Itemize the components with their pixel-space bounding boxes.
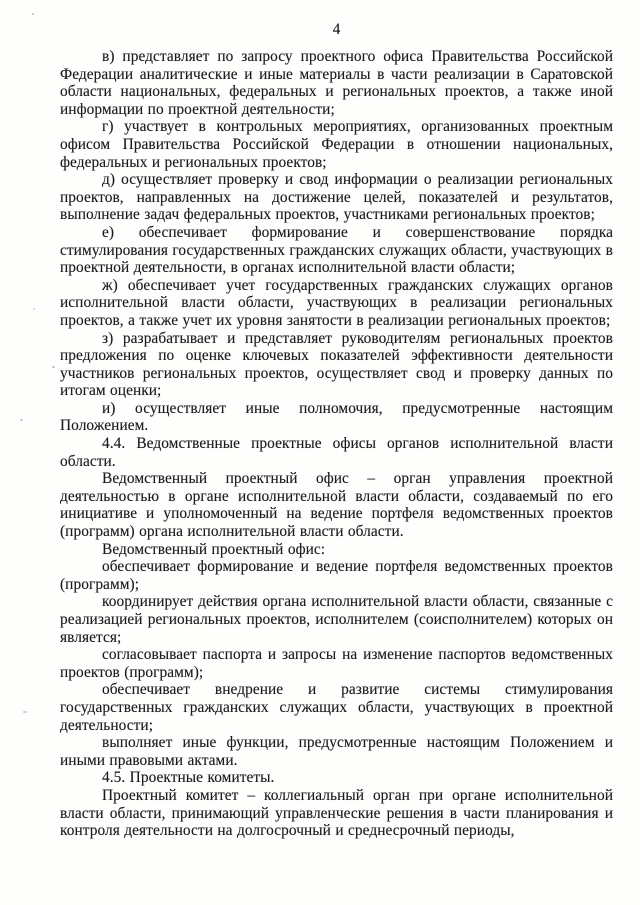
paragraph-item-d: д) осуществляет проверку и свод информации о реализации региональных проектов, направленных на достижение целей, показателей и результатов, выполнение задач федеральных проектов, участниками региональных проектов; [60, 171, 613, 224]
paragraph-function-4: обеспечивает внедрение и развитие системы стимулирования государственных гражданских служащих области, участвующих в проектной деятельности; [60, 681, 613, 734]
paragraph-function-5: выполняет иные функции, предусмотренные настоящим Положением и иными правовыми актами. [60, 734, 613, 769]
scan-artifact [33, 308, 35, 310]
scan-artifact [32, 13, 34, 15]
paragraph-item-zh: ж) обеспечивает учет государственных гражданских служащих органов исполнительной власти области, участвующих в реализации региональных проектов, а также учет их уровня занятости в реализации региональных проектов; [60, 276, 613, 329]
paragraph-item-z: з) разрабатывает и представляет руководителям региональных проектов предложения по оценке ключевых показателей эффективности деятельности участников региональных проектов, осуществляет свод и проверку данных по итогам оценки; [60, 329, 613, 400]
page-number: 4 [332, 21, 341, 38]
paragraph-function-2: координирует действия органа исполнительной власти области, связанные с реализацией региональных проектов, исполнителем (соисполнителем) которых он является; [60, 593, 613, 646]
paragraph-lead-in: Ведомственный проектный офис: [102, 540, 326, 558]
section-heading-4-4: 4.4. Ведомственные проектные офисы органов исполнительной власти области. [60, 435, 613, 470]
paragraph-item-v: в) представляет по запросу проектного офиса Правительства Российской Федерации аналитические и иные материалы в части реализации в Саратовской области национальных, федеральных и региональных проектов, а также иной информации по проектной деятельности; [60, 48, 613, 118]
paragraph-item-e: е) обеспечивает формирование и совершенствование порядка стимулирования государственных гражданских служащих области, участвующих в проектной деятельности, в органах исполнительной власти области; [60, 223, 613, 277]
paragraph-definition-proektny-komitet: Проектный комитет – коллегиальный орган при органе исполнительной власти области, принимающий управленческие решения в части планирования и контроля деятельности на долгосрочный и среднесрочный периоды, [60, 786, 613, 840]
paragraph-definition-vedomstvenny-ofis: Ведомственный проектный офис – орган управления проектной деятельностью в органе исполнительной власти области, создаваемый по его инициативе и уполномоченный на ведение портфеля ведомственных проектов (программ) органа исполнительной власти области. [60, 470, 613, 541]
paragraph-function-3: согласовывает паспорта и запросы на изменение паспортов ведомственных проектов (программ); [60, 646, 613, 681]
paragraph-function-1: обеспечивает формирование и ведение портфеля ведомственных проектов (программ); [60, 558, 613, 593]
scan-artifact [23, 711, 27, 713]
document-body [60, 48, 613, 840]
scan-artifact [52, 366, 55, 368]
section-heading-4-5: 4.5. Проектные комитеты. [102, 769, 275, 787]
scan-artifact [20, 419, 23, 421]
paragraph-item-g: г) участвует в контрольных мероприятиях, организованных проектным офисом Правительства Российской Федерации в отношении национальных, федеральных и региональных проектов; [60, 118, 613, 171]
paragraph-item-i: и) осуществляет иные полномочия, предусмотренные настоящим Положением. [60, 399, 613, 435]
